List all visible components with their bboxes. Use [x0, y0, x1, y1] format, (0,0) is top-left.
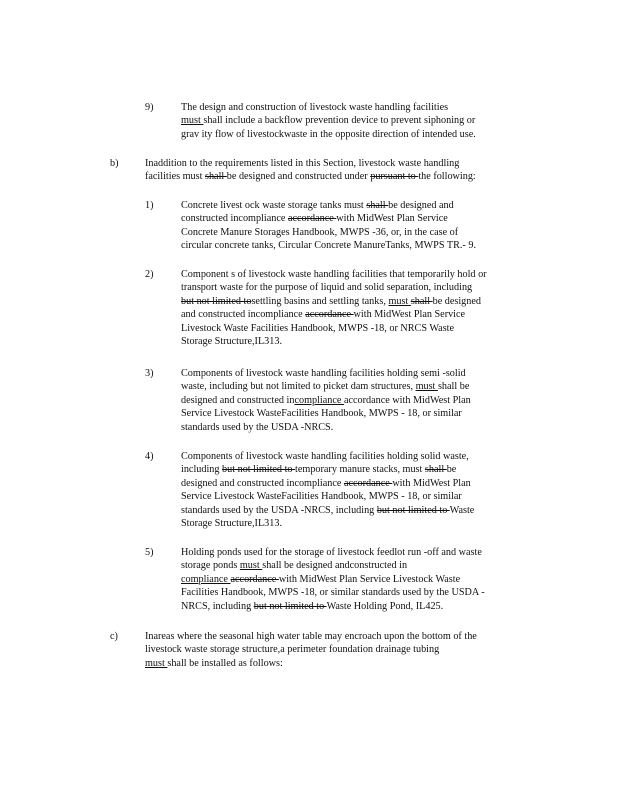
subitem-1-label: 1) [145, 200, 154, 211]
subitem-5-text [181, 546, 533, 613]
section-b-text [145, 157, 521, 184]
section-b-line: Inaddition to the requirements listed in this Section, livestock waste handling [145, 158, 460, 169]
subitem-2-line: Component s of livestock waste handling facilities that temporarily hold or [181, 269, 487, 280]
subitem-4-line: Service Livestock WasteFacilities Handbook, MWPS - 18, or similar [181, 491, 462, 503]
subitem-1-line: Concrete Manure Storages Handbook, MWPS -36, or, in the case of [181, 226, 459, 238]
subitem-4-line: Components of livestock waste handling facilities holding solid waste, [181, 451, 469, 462]
subitem-5-line: compliance accordance with MidWest Plan Service Livestock Waste [181, 573, 461, 585]
item-9-line: must shall include a backflow prevention device to prevent siphoning or [181, 115, 476, 127]
section-c-line: livestock waste storage structure,a perimeter foundation drainage tubing [145, 644, 440, 656]
subitem-2-text [181, 268, 538, 348]
subitem-5-line: Facilities Handbook, MWPS -18, or similar standards used by the USDA - [181, 587, 485, 599]
subitem-3-label: 3) [145, 368, 154, 379]
subitem-5-line: NRCS, including but not limited to Waste Holding Pond, IL425. [181, 600, 444, 612]
subitem-2-line: Storage Structure,IL313. [181, 336, 282, 348]
subitem-3-line: designed and constructed incompliance accordance with MidWest Plan [181, 394, 471, 406]
subitem-2-line: Livestock Waste Facilities Handbook, MWPS -18, or NRCS Waste [181, 322, 455, 334]
subitem-3-line: Components of livestock waste handling facilities holding semi -solid [181, 368, 466, 379]
subitem-2-line: and constructed incompliance accordance with MidWest Plan Service [181, 309, 466, 321]
section-c-line: Inareas where the seasonal high water table may encroach upon the bottom of the [145, 631, 477, 642]
section-c-text [145, 630, 535, 670]
subitem-4-line: Storage Structure,IL313. [181, 518, 282, 530]
section-b-line: facilities must shall be designed and constructed under pursuant to the following: [145, 171, 476, 183]
subitem-1-line: Concrete livest ock waste storage tanks must shall be designed and [181, 200, 454, 211]
subitem-2-line: transport waste for the purpose of liquid and solid separation, including [181, 282, 473, 294]
subitem-1-line: constructed incompliance accordance with MidWest Plan Service [181, 213, 448, 225]
section-c-line: must shall be installed as follows: [145, 657, 283, 669]
subitem-5-label: 5) [145, 547, 154, 558]
subitem-4-line: designed and constructed incompliance accordance with MidWest Plan [181, 477, 471, 489]
subitem-2-line: but not limited tosettling basins and settling tanks, must shall be designed [181, 295, 481, 307]
subitem-3-line: standards used by the USDA -NRCS. [181, 421, 334, 433]
item-9-line: grav ity flow of livestockwaste in the opposite direction of intended use. [181, 128, 476, 140]
subitem-3-line: Service Livestock WasteFacilities Handbook, MWPS - 18, or similar [181, 408, 462, 420]
section-c-label: c) [110, 631, 118, 642]
subitem-3-line: waste, including but not limited to picket dam structures, must shall be [181, 381, 470, 393]
item-9-text [181, 101, 522, 141]
subitem-2-label: 2) [145, 269, 154, 280]
subitem-5-line: Holding ponds used for the storage of livestock feedlot run -off and waste [181, 547, 482, 558]
subitem-5-line: storage ponds must shall be designed andconstructed in [181, 560, 408, 572]
subitem-1-text [181, 199, 526, 253]
subitem-4-line: standards used by the USDA -NRCS, including but not limited to Waste [181, 504, 475, 516]
subitem-4-line: including but not limited to temporary manure stacks, must shall be [181, 464, 457, 476]
subitem-1-line: circular concrete tanks, Circular Concrete ManureTanks, MWPS TR.- 9. [181, 240, 477, 252]
subitem-4-text [181, 450, 516, 530]
section-b-label: b) [110, 158, 119, 169]
subitem-3-text [181, 367, 516, 434]
item-9-line: The design and construction of livestock waste handling facilities [181, 102, 449, 113]
subitem-4-label: 4) [145, 451, 154, 462]
item-9-label: 9) [145, 102, 154, 113]
